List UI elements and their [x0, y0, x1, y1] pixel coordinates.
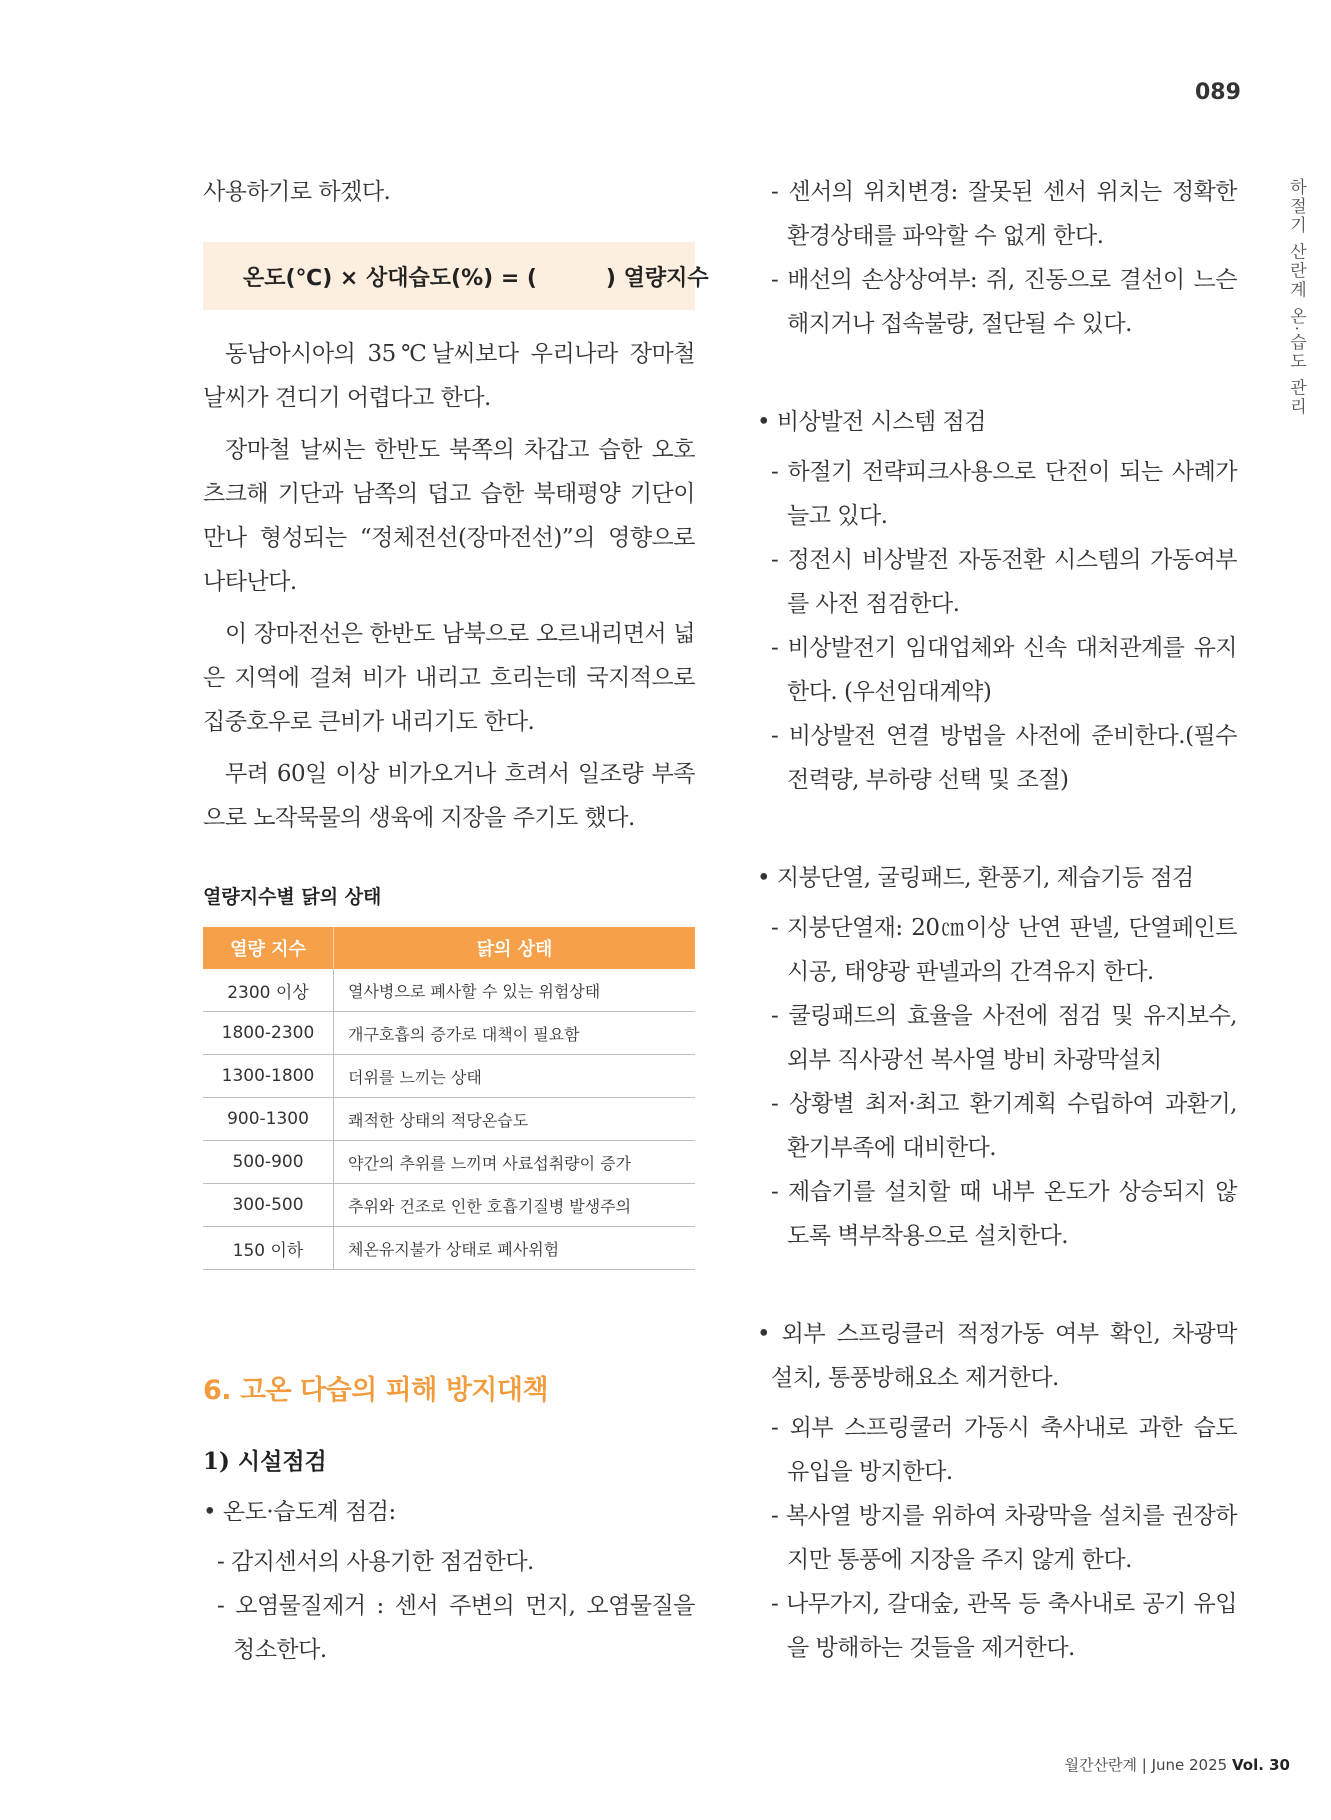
page-number: 089 — [1195, 80, 1241, 105]
chicken-state-cell: 쾌적한 상태의 적당온습도 — [334, 1098, 696, 1141]
bullet-heading: • 외부 스프링클러 적정가동 여부 확인, 차광막 설치, 통풍방해요소 제거한다. — [757, 1321, 1237, 1391]
check-group — [757, 1312, 1237, 1670]
side-section-label: 하절기 산란계 온·습도 관리 — [1286, 178, 1306, 417]
dash-item: - 하절기 전략피크사용으로 단전이 되는 사례가 늘고 있다. — [771, 459, 1237, 529]
paragraph: 장마철 날씨는 한반도 북쪽의 차갑고 습한 오호츠크해 기단과 남쪽의 덥고 습한 북태평양 기단이 만나 형성되는 “정체전선(장마전선)”의 영향으로 나타난다. — [203, 437, 695, 595]
footer — [1020, 1754, 1290, 1775]
dash-item: - 감지센서의 사용기한 점검한다. — [217, 1549, 534, 1575]
dash-item: - 비상발전 연결 방법을 사전에 준비한다.(필수 전력량, 부하량 선택 및 조절) — [771, 723, 1237, 793]
heat-index-cell: 300-500 — [203, 1184, 334, 1227]
check-group — [757, 400, 1237, 802]
sub-title: 1) 시설점검 — [203, 1448, 327, 1475]
heat-index-table — [203, 927, 695, 1270]
dash-item: - 제습기를 설치할 때 내부 온도가 상승되지 않도록 벽부착용으로 설치한다. — [771, 1179, 1237, 1249]
table-row — [203, 969, 695, 1012]
table-row — [203, 1012, 695, 1055]
table-header-row — [203, 927, 695, 969]
dash-item: - 배선의 손상상여부: 쥐, 진동으로 결선이 느슨해지거나 접속불량, 절단될 수 있다. — [771, 267, 1237, 337]
dash-item: - 정전시 비상발전 자동전환 시스템의 가동여부를 사전 점검한다. — [771, 547, 1237, 617]
table-header-state: 닭의 상태 — [334, 927, 696, 969]
table-row — [203, 1055, 695, 1098]
dash-item: - 복사열 방지를 위하여 차광막을 설치를 권장하지만 통풍에 지장을 주지 않게 한다. — [771, 1503, 1237, 1573]
dash-item: - 오염물질제거 : 센서 주변의 먼지, 오염물질을 청소한다. — [217, 1593, 695, 1663]
intro-line: 사용하기로 하겠다. — [203, 179, 391, 205]
heat-index-cell: 500-900 — [203, 1141, 334, 1184]
check-group — [757, 170, 1237, 346]
heat-index-formula: 온도(℃) × 상대습도(%) = ( ) 열량지수 — [203, 242, 695, 310]
chicken-state-cell: 체온유지불가 상태로 폐사위험 — [334, 1227, 696, 1270]
chicken-state-cell: 약간의 추위를 느끼며 사료섭취량이 증가 — [334, 1141, 696, 1184]
chicken-state-cell: 개구호흡의 증가로 대책이 필요함 — [334, 1012, 696, 1055]
bullet-heading: • 비상발전 시스템 점검 — [757, 409, 986, 435]
right-column — [757, 170, 1237, 1670]
chicken-state-cell: 추위와 건조로 인한 호흡기질병 발생주의 — [334, 1184, 696, 1227]
magazine-name: 월간산란계 — [1064, 1756, 1137, 1774]
table-header-index: 열량 지수 — [203, 927, 334, 969]
heat-index-cell: 1300-1800 — [203, 1055, 334, 1098]
heat-index-cell: 2300 이상 — [203, 969, 334, 1012]
dash-item: - 상황별 최저·최고 환기계획 수립하여 과환기, 환기부족에 대비한다. — [771, 1091, 1237, 1161]
left-column — [203, 170, 709, 1672]
footer-divider: | — [1141, 1756, 1147, 1774]
section-title: 6. 고온 다습의 피해 방지대책 — [203, 1375, 549, 1406]
dash-item: - 지붕단열재: 20㎝이상 난연 판넬, 단열페인트 시공, 태양광 판넬과의 간격유지 한다. — [771, 915, 1237, 985]
heat-index-cell: 1800-2300 — [203, 1012, 334, 1055]
chicken-state-cell: 열사병으로 폐사할 수 있는 위험상태 — [334, 969, 696, 1012]
table-row — [203, 1227, 695, 1270]
table-row — [203, 1184, 695, 1227]
table-title: 열량지수별 닭의 상태 — [203, 886, 382, 908]
dash-item: - 외부 스프링쿨러 가동시 축사내로 과한 습도 유입을 방지한다. — [771, 1415, 1237, 1485]
dash-item: - 비상발전기 임대업체와 신속 대처관계를 유지한다. (우선임대계약) — [771, 635, 1237, 705]
check-group — [757, 856, 1237, 1258]
volume-number: Vol. 30 — [1231, 1756, 1290, 1774]
issue-date: June 2025 — [1151, 1756, 1228, 1774]
bullet-heading: • 온도·습도계 점검: — [203, 1499, 396, 1525]
chicken-state-cell: 더위를 느끼는 상태 — [334, 1055, 696, 1098]
bullet-heading: • 지붕단열, 굴링패드, 환풍기, 제습기등 점검 — [757, 865, 1194, 891]
heat-index-cell: 150 이하 — [203, 1227, 334, 1270]
dash-item: - 나무가지, 갈대숲, 관목 등 축사내로 공기 유입을 방해하는 것들을 제거한다. — [771, 1591, 1237, 1661]
paragraph: 동남아시아의 35℃날씨보다 우리나라 장마철 날씨가 견디기 어렵다고 한다. — [203, 341, 695, 411]
table-row — [203, 1098, 695, 1141]
paragraph: 이 장마전선은 한반도 남북으로 오르내리면서 넓은 지역에 걸쳐 비가 내리고 흐리는데 국지적으로 집중호우로 큰비가 내리기도 한다. — [203, 621, 695, 735]
dash-item: - 쿨링패드의 효율을 사전에 점검 및 유지보수, 외부 직사광선 복사열 방비 차광막설치 — [771, 1003, 1237, 1073]
paragraph: 무려 60일 이상 비가오거나 흐려서 일조량 부족으로 노작묵물의 생육에 지장을 주기도 했다. — [203, 761, 695, 831]
table-row — [203, 1141, 695, 1184]
dash-item: - 센서의 위치변경: 잘못된 센서 위치는 정확한 환경상태를 파악할 수 없게 한다. — [771, 179, 1237, 249]
heat-index-cell: 900-1300 — [203, 1098, 334, 1141]
